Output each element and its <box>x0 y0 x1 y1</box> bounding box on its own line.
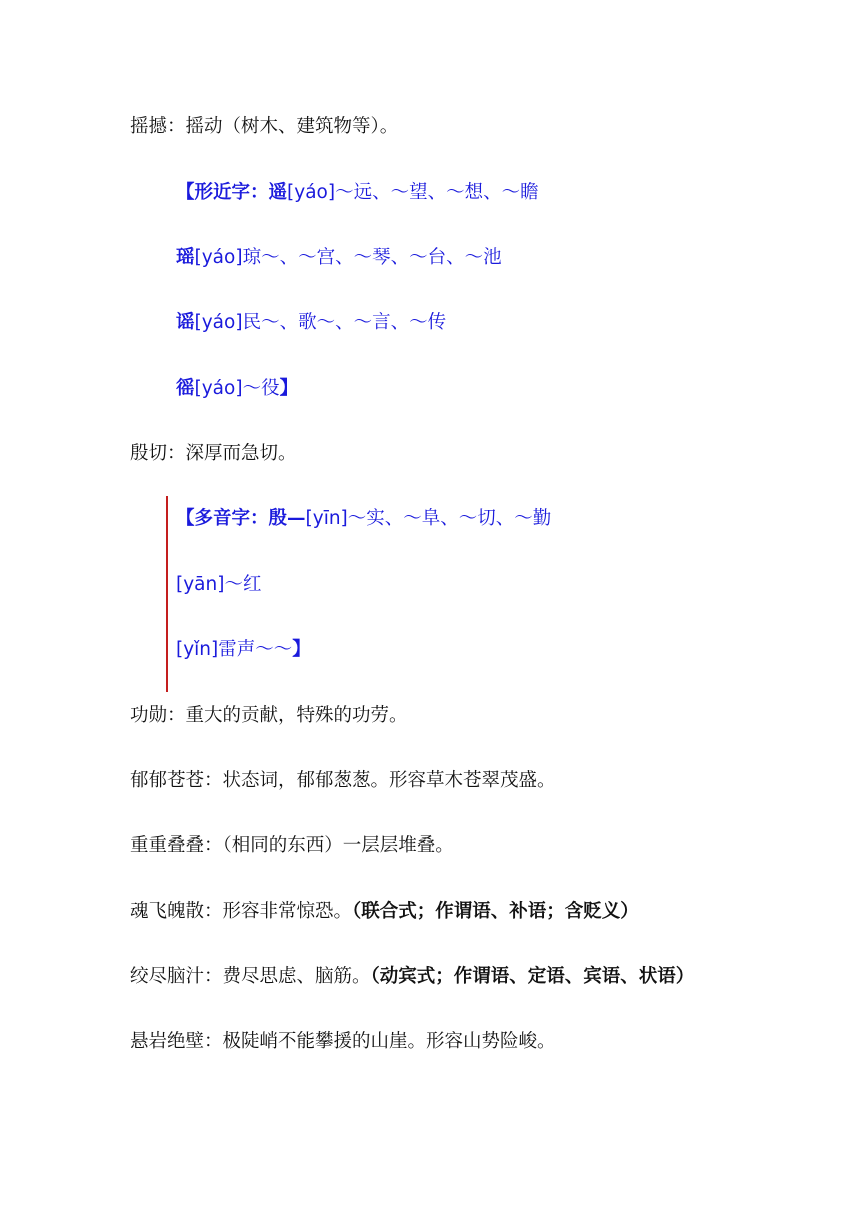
duoyin-dash: — <box>287 508 306 529</box>
xingjin-words: 民～、歌～、～言、～传 <box>242 312 447 333</box>
duoyin-char: 殷 <box>268 508 288 529</box>
xingjin-line-4 <box>176 376 298 402</box>
entry-jiaojin-note: （动宾式；作谓语、定语、宾语、状语） <box>370 966 695 987</box>
xingjin-words: ～役 <box>242 378 280 399</box>
xingjin-pinyin: [yáo] <box>194 312 243 333</box>
duoyin-prefix: 【多音字： <box>176 508 269 529</box>
xingjin-char: 徭 <box>176 378 195 399</box>
entry-hunfei-note: （联合式；作谓语、补语；含贬义） <box>352 901 639 922</box>
entry-hunfei-text: 魂飞魄散：形容非常惊恐。 <box>130 901 353 922</box>
xingjin-char: 谣 <box>176 312 195 333</box>
xingjin-words: 琼～、～宫、～琴、～台、～池 <box>242 247 502 268</box>
xingjin-line-3 <box>176 310 446 336</box>
entry-xuanyan: 悬岩绝壁：极陡峭不能攀援的山崖。形容山势险峻。 <box>130 1031 556 1052</box>
duoyin-line-3 <box>176 637 311 663</box>
xingjin-char: 瑶 <box>176 247 195 268</box>
entry-chongchong: 重重叠叠：（相同的东西）一层层堆叠。 <box>130 835 454 856</box>
duoyin-words: 雷声～～ <box>218 639 293 660</box>
xingjin-suffix: 】 <box>279 378 299 399</box>
duoyin-pinyin: [yīn] <box>305 508 348 529</box>
xingjin-prefix: 【形近字： <box>176 182 269 203</box>
xingjin-words: ～远、～望、～想、～瞻 <box>335 182 539 203</box>
duoyin-line-2 <box>176 572 261 598</box>
xingjin-pinyin: [yáo] <box>287 182 336 203</box>
entry-jiaojin-text: 绞尽脑汁：费尽思虑、脑筋。 <box>130 966 371 987</box>
entry-hunfei <box>130 899 639 925</box>
duoyin-pinyin: [yǐn] <box>176 639 219 660</box>
xingjin-pinyin: [yáo] <box>194 378 243 399</box>
entry-yinqie: 殷切：深厚而急切。 <box>130 443 297 464</box>
duoyin-line-1 <box>176 506 551 532</box>
duoyin-pinyin: [yān] <box>176 574 225 595</box>
entry-yuyu: 郁郁苍苍：状态词，郁郁葱葱。形容草木苍翠茂盛。 <box>130 770 556 791</box>
xingjin-char: 遥 <box>268 182 288 203</box>
entry-gongxun: 功勋：重大的贡献，特殊的功劳。 <box>130 705 408 726</box>
xingjin-line-2 <box>176 245 502 271</box>
duoyin-words: ～红 <box>224 574 262 595</box>
duoyin-words: ～实、～阜、～切、～勤 <box>347 508 552 529</box>
duoyin-suffix: 】 <box>292 639 311 660</box>
xingjin-pinyin: [yáo] <box>194 247 243 268</box>
entry-jiaojin <box>130 964 694 990</box>
entry-yaohan: 摇撼：摇动（树木、建筑物等）。 <box>130 116 399 137</box>
revision-bar <box>166 496 168 692</box>
xingjin-line-1 <box>176 180 539 206</box>
